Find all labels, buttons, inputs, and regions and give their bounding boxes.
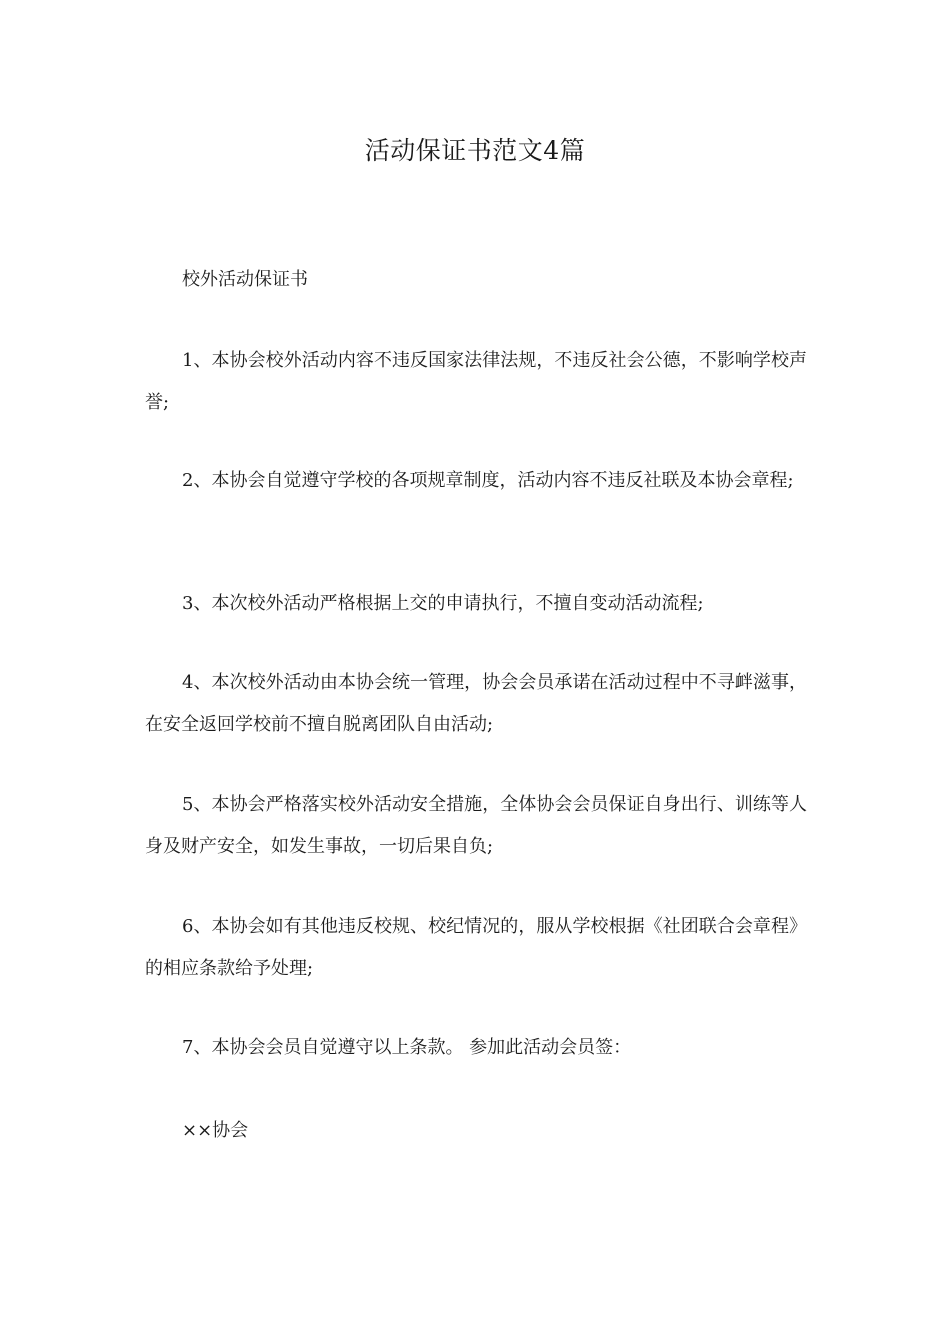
clause-7: 7、本协会会员自觉遵守以上条款。 参加此活动会员签：: [182, 1037, 632, 1058]
section-heading: 校外活动保证书: [182, 269, 308, 290]
clause-6: 6、本协会如有其他违反校规、校纪情况的，服从学校根据《社团联合会章程》的相应条款给予处理;: [145, 916, 807, 979]
clause-2: 2、本协会自觉遵守学校的各项规章制度，活动内容不违反社联及本协会章程;: [182, 470, 794, 491]
clause-4: 4、本次校外活动由本协会统一管理，协会会员承诺在活动过程中不寻衅滋事，在安全返回学校前不擅自脱离团队自由活动;: [145, 672, 807, 735]
signature-organization: ××协会: [182, 1120, 249, 1141]
clause-1: 1、本协会校外活动内容不违反国家法律法规，不违反社会公德，不影响学校声誉;: [145, 350, 807, 413]
clause-3: 3、本次校外活动严格根据上交的申请执行，不擅自变动活动流程;: [182, 593, 704, 614]
clause-5: 5、本协会严格落实校外活动安全措施，全体协会会员保证自身出行、训练等人身及财产安全，如发生事故，一切后果自负;: [145, 794, 807, 857]
document-title: 活动保证书范文4篇: [364, 136, 586, 165]
